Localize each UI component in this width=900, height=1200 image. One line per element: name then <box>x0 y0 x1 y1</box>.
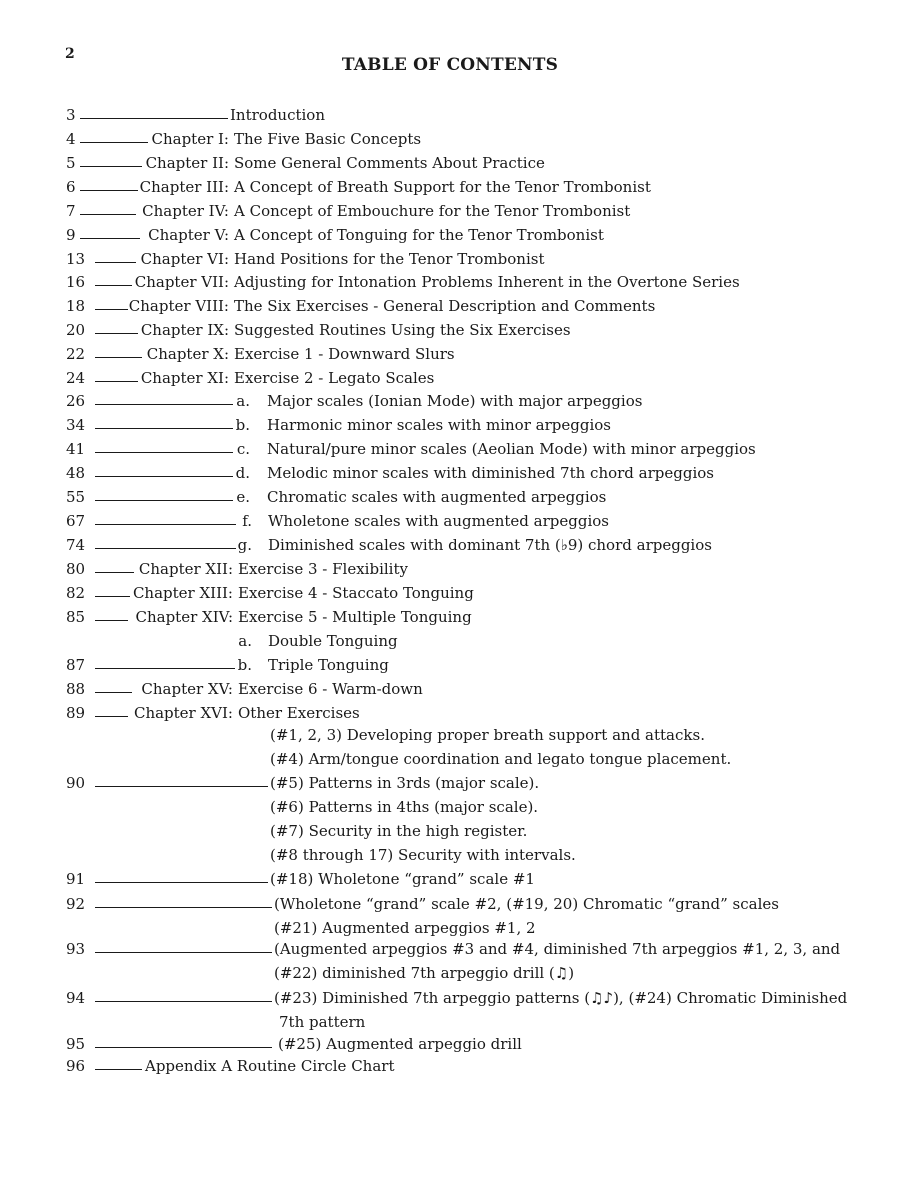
toc-leader-line <box>95 285 132 286</box>
toc-entry <box>0 487 900 511</box>
toc-entry-title: Exercise 3 - Flexibility <box>238 560 408 578</box>
toc-entry-title: Melodic minor scales with diminished 7th chord arpeggios <box>267 464 714 482</box>
toc-chapter-label: c. <box>236 440 250 458</box>
page-number: 2 <box>65 46 75 62</box>
toc-page-number: 90 <box>66 774 86 792</box>
toc-entry <box>0 773 900 797</box>
toc-page-number: 4 <box>66 130 76 148</box>
toc-entry <box>0 1034 900 1058</box>
toc-chapter-label: Chapter VIII: <box>128 297 229 315</box>
toc-page-number: 41 <box>66 440 86 458</box>
toc-leader-line <box>95 428 233 429</box>
toc-page-number: 88 <box>66 680 86 698</box>
toc-entry-title: (#6) Patterns in 4ths (major scale). <box>270 798 539 816</box>
toc-entry-title: Chromatic scales with augmented arpeggios <box>267 488 607 506</box>
toc-entry-title: (#18) Wholetone “grand” scale #1 <box>270 870 535 888</box>
toc-entry <box>0 201 900 225</box>
toc-entry-title: Exercise 6 - Warm-down <box>238 680 423 698</box>
toc-page-number: 20 <box>66 321 86 339</box>
toc-entry-title: (#8 through 17) Security with intervals. <box>270 846 576 864</box>
toc-leader-line <box>95 692 132 693</box>
toc-entry-title: Exercise 2 - Legato Scales <box>234 369 435 387</box>
toc-leader-line <box>95 309 128 310</box>
toc-leader-line <box>95 596 130 597</box>
toc-entry <box>0 631 900 655</box>
toc-chapter-label: Chapter VII: <box>134 273 229 291</box>
toc-chapter-label: g. <box>237 536 252 554</box>
toc-entry <box>0 511 900 535</box>
toc-entry <box>0 1012 900 1036</box>
toc-entry <box>0 439 900 463</box>
toc-leader-line <box>80 238 140 239</box>
toc-entry <box>0 344 900 368</box>
toc-entry-title: (Wholetone “grand” scale #2, (#19, 20) Chromatic “grand” scales <box>274 895 779 913</box>
toc-chapter-label: d. <box>235 464 250 482</box>
page-title: TABLE OF CONTENTS <box>341 55 559 75</box>
toc-chapter-label: Chapter I: <box>151 130 229 148</box>
toc-chapter-label: Chapter XVI: <box>133 704 233 722</box>
toc-leader-line <box>95 262 136 263</box>
toc-page-number: 93 <box>66 940 86 958</box>
toc-chapter-label: a. <box>238 632 252 650</box>
toc-page-number: 9 <box>66 226 76 244</box>
toc-entry-title: Adjusting for Intonation Problems Inherent in the Overtone Series <box>234 273 740 291</box>
toc-entry-title: (#22) diminished 7th arpeggio drill (♫) <box>274 964 575 982</box>
toc-leader-line <box>95 620 128 621</box>
toc-entry-title: Some General Comments About Practice <box>234 154 545 172</box>
toc-leader-line <box>80 190 138 191</box>
toc-entry-title: Exercise 4 - Staccato Tonguing <box>238 584 474 602</box>
toc-entry <box>0 463 900 487</box>
toc-leader-line <box>95 548 236 549</box>
toc-chapter-label: Chapter VI: <box>140 250 229 268</box>
toc-chapter-label: f. <box>242 512 252 530</box>
toc-leader-line <box>95 1047 272 1048</box>
toc-entry <box>0 988 900 1012</box>
toc-page-number: 92 <box>66 895 86 913</box>
toc-leader-line <box>95 1069 142 1070</box>
toc-entry <box>0 153 900 177</box>
toc-leader-line <box>95 1001 272 1002</box>
toc-entry-title: A Concept of Breath Support for the Tenor Trombonist <box>234 178 651 196</box>
toc-entry-title: Exercise 1 - Downward Slurs <box>234 345 455 363</box>
toc-leader-line <box>95 952 272 953</box>
toc-entry-title: Double Tonguing <box>268 632 398 650</box>
toc-page-number: 87 <box>66 656 86 674</box>
toc-entry-title: Introduction <box>230 106 325 124</box>
toc-entry <box>0 749 900 773</box>
toc-entry-title: A Concept of Embouchure for the Tenor Trombonist <box>234 202 631 220</box>
toc-page-number: 5 <box>66 154 76 172</box>
toc-page-number: 16 <box>66 273 86 291</box>
toc-entry <box>0 869 900 893</box>
toc-entry <box>0 583 900 607</box>
toc-leader-line <box>95 500 233 501</box>
toc-entry <box>0 249 900 273</box>
toc-leader-line <box>95 572 134 573</box>
toc-leader-line <box>95 786 268 787</box>
toc-page-number: 74 <box>66 536 86 554</box>
toc-entry-title: (#5) Patterns in 3rds (major scale). <box>270 774 540 792</box>
toc-page-number: 55 <box>66 488 86 506</box>
toc-entry <box>0 391 900 415</box>
toc-leader-line <box>95 716 128 717</box>
toc-page-number: 94 <box>66 989 86 1007</box>
toc-chapter-label: Chapter XV: <box>141 680 233 698</box>
toc-page-number: 96 <box>66 1057 86 1075</box>
toc-leader-line <box>95 524 236 525</box>
toc-entry <box>0 105 900 129</box>
toc-entry-title: Triple Tonguing <box>268 656 389 674</box>
toc-entry-title: Other Exercises <box>238 704 360 722</box>
toc-page-number: 7 <box>66 202 76 220</box>
toc-entry <box>0 821 900 845</box>
toc-page-number: 13 <box>66 250 86 268</box>
toc-page-number: 95 <box>66 1035 86 1053</box>
toc-entry <box>0 272 900 296</box>
toc-chapter-label: b. <box>235 416 250 434</box>
toc-entry-title: (#25) Augmented arpeggio drill <box>278 1035 522 1053</box>
toc-entry-title: (#1, 2, 3) Developing proper breath support and attacks. <box>270 726 705 744</box>
toc-entry <box>0 679 900 703</box>
toc-entry <box>0 1056 900 1080</box>
toc-entry-title: Natural/pure minor scales (Aeolian Mode) with minor arpeggios <box>267 440 756 458</box>
toc-entry-title: Major scales (Ionian Mode) with major arpeggios <box>267 392 643 410</box>
toc-chapter-label: Chapter II: <box>145 154 229 172</box>
toc-leader-line <box>95 907 272 908</box>
toc-leader-line <box>95 381 138 382</box>
toc-entry <box>0 320 900 344</box>
toc-entry <box>0 894 900 918</box>
toc-entry-title: (#23) Diminished 7th arpeggio patterns (♫♪), (#24) Chromatic Diminished <box>274 989 848 1007</box>
toc-entry <box>0 797 900 821</box>
toc-leader-line <box>95 476 233 477</box>
toc-page-number: 6 <box>66 178 76 196</box>
toc-leader-line <box>95 333 138 334</box>
toc-chapter-label: Chapter III: <box>139 178 229 196</box>
toc-entry-title: Diminished scales with dominant 7th (♭9) chord arpeggios <box>268 536 712 554</box>
toc-entry <box>0 225 900 249</box>
toc-page-number: 22 <box>66 345 86 363</box>
toc-page-number: 48 <box>66 464 86 482</box>
toc-entry-title: 7th pattern <box>279 1013 366 1031</box>
toc-leader-line <box>80 166 142 167</box>
toc-entry-title: (#4) Arm/tongue coordination and legato tongue placement. <box>270 750 732 768</box>
toc-entry <box>0 939 900 963</box>
toc-entry-title: (#7) Security in the high register. <box>270 822 528 840</box>
toc-entry-title: The Six Exercises - General Description and Comments <box>234 297 656 315</box>
toc-entry-title: A Concept of Tonguing for the Tenor Trombonist <box>234 226 604 244</box>
toc-page-number: 18 <box>66 297 86 315</box>
toc-entry <box>0 725 900 749</box>
toc-chapter-label: Chapter V: <box>148 226 229 244</box>
toc-entry <box>0 535 900 559</box>
toc-leader-line <box>80 142 148 143</box>
toc-entry <box>0 655 900 679</box>
toc-entry <box>0 368 900 392</box>
toc-page-number: 24 <box>66 369 86 387</box>
toc-entry-title: Wholetone scales with augmented arpeggios <box>268 512 609 530</box>
toc-entry-title: Harmonic minor scales with minor arpeggios <box>267 416 611 434</box>
toc-entry <box>0 607 900 631</box>
toc-leader-line <box>95 668 235 669</box>
toc-entry-title: Suggested Routines Using the Six Exercises <box>234 321 571 339</box>
toc-entry-title: Exercise 5 - Multiple Tonguing <box>238 608 472 626</box>
toc-entry <box>0 703 900 727</box>
toc-entry <box>0 296 900 320</box>
toc-page-number: 80 <box>66 560 86 578</box>
toc-leader-line <box>95 452 233 453</box>
toc-page-number: 82 <box>66 584 86 602</box>
toc-chapter-label: Chapter XIII: <box>132 584 233 602</box>
toc-chapter-label: a. <box>236 392 250 410</box>
toc-page-number: 67 <box>66 512 86 530</box>
toc-entry-title: (Augmented arpeggios #3 and #4, diminished 7th arpeggios #1, 2, 3, and <box>274 940 841 958</box>
toc-chapter-label: Chapter XI: <box>140 369 229 387</box>
toc-entry <box>0 415 900 439</box>
toc-leader-line <box>95 882 268 883</box>
toc-chapter-label: e. <box>236 488 250 506</box>
toc-page-number: 34 <box>66 416 86 434</box>
toc-entry <box>0 559 900 583</box>
toc-chapter-label: Chapter IX: <box>140 321 229 339</box>
toc-entry <box>0 963 900 987</box>
toc-leader-line <box>95 357 142 358</box>
toc-page-number: 26 <box>66 392 86 410</box>
toc-page-number: 85 <box>66 608 86 626</box>
toc-entry <box>0 177 900 201</box>
toc-chapter-label: Chapter XII: <box>138 560 233 578</box>
toc-leader-line <box>95 404 233 405</box>
toc-chapter-label: b. <box>237 656 252 674</box>
toc-page-number: 89 <box>66 704 86 722</box>
toc-entry <box>0 845 900 869</box>
toc-page-number: 3 <box>66 106 76 124</box>
toc-leader-line <box>80 214 136 215</box>
toc-entry-title: Hand Positions for the Tenor Trombonist <box>234 250 545 268</box>
toc-entry <box>0 129 900 153</box>
toc-chapter-label: Chapter X: <box>146 345 229 363</box>
toc-entry-title: (#21) Augmented arpeggios #1, 2 <box>274 919 536 937</box>
toc-chapter-label: Chapter IV: <box>142 202 229 220</box>
toc-page-number: 91 <box>66 870 86 888</box>
toc-entry-title: The Five Basic Concepts <box>234 130 422 148</box>
toc-chapter-label: Chapter XIV: <box>135 608 233 626</box>
toc-leader-line <box>80 118 228 119</box>
toc-entry-title: Appendix A Routine Circle Chart <box>145 1057 395 1075</box>
